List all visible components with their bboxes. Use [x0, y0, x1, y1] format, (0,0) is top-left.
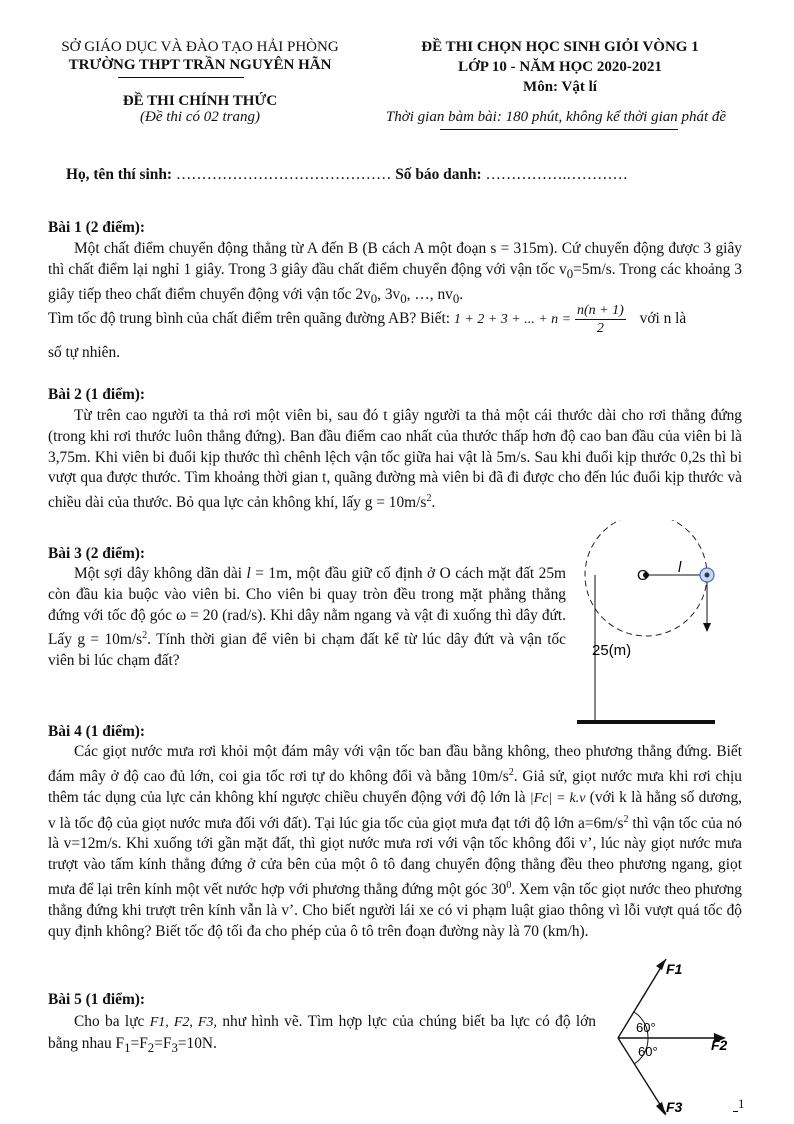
problem-4-title: Bài 4 (1 điểm):: [48, 723, 146, 740]
school-name: TRƯỜNG THPT TRẦN NGUYÊN HÃN: [68, 57, 332, 73]
sum-formula-lhs: 1 + 2 + 3 + ... + n =: [453, 312, 572, 328]
candidate-number-field: …………….…………: [485, 166, 628, 183]
problem-2-title: Bài 2 (1 điểm):: [48, 386, 146, 403]
problem-3-body-b: = 1m, một đầu giữ cố định ở O cách mặt đất 25m còn đầu kia buộc vào viên bi. Cho viên bi quay tròn đều trong mặt phẳng thẳng đứng với tốc độ góc ω = 20 (rad/s). Khi dây nằm ngang và vật đi xuống thì dây đứt. Lấy g = 10m/s: [48, 565, 566, 649]
ball-center: [705, 573, 710, 578]
problem-4-body-e: . Xem vận tốc giọt nước theo phương thẳng đứng khi trượt trên kính vẫn là v’. Cho biết người lái xe có vi phạm luật giao thông vì lỗi vượt quá tốc độ quy định không? Biết tốc độ tối đa cho phép của ô tô trên đoạn đường này là 70 (km/h).: [48, 881, 743, 940]
problem-4-body-a: Các giọt nước mưa rơi khỏi một đám mây với vận tốc ban đầu bằng không, theo phương thẳng đứng. Biết đám mây ở độ cao đủ lớn, coi gia tốc rơi tự do không đổi và bằng 10m/s: [48, 743, 742, 785]
problem-5-title: Bài 5 (1 điểm):: [48, 991, 146, 1008]
problem-3-body-c: . Tính thời gian để viên bi chạm đất kể từ lúc dây đứt và vận tốc viên bi lúc chạm đất?: [48, 631, 566, 670]
force-1-label: F1: [666, 961, 683, 977]
problem-2-body: Từ trên cao người ta thả rơi một viên bi, sau đó t giây người ta thả một cái thước dài cho rơi thẳng đứng (trong khi rơi thước luôn thẳng đứng). Ban đầu điểm cao nhất của thước thấp hơn độ cao ban đầu của viên bi là 3,75m. Khi viên bi đuổi kịp thước thì chênh lệch vận tốc giữa hai vật là 5m/s. Sau khi đuổi kịp thước 0,2s thì bi vượt qua được thước. Tìm khoảng thời gian t, quãng đường mà viên bi đã đi được cho đến lúc đuổi kịp thước và chiều dài của thước. Bỏ qua lực cản không khí, lấy g = 10m/s: [48, 407, 742, 512]
subscript: 0: [452, 291, 460, 306]
superscript: 2: [142, 630, 148, 642]
sum-formula-fraction: [575, 302, 626, 337]
page-number: [733, 1096, 745, 1112]
equals: =F: [154, 1034, 172, 1052]
problem-2-text: [48, 406, 742, 514]
angle-label-1: 60°: [636, 1020, 656, 1035]
problem-5-body-a: Cho ba lực: [74, 1013, 150, 1030]
problem-1-sentence: Một chất điểm chuyển động thẳng từ A đến B (B cách A một đoạn s = 315m). Cứ chuyển động được 3 giây thì chất điểm lại nghỉ 1 giây. Trong 3 giây đầu chất điểm chuyển động với vận tốc v: [48, 240, 742, 278]
problem-5-body-b: như hình vẽ. Tìm hợp lực của chúng biết ba lực có độ lớn bằng nhau F: [48, 1013, 596, 1052]
problem-1-question: [48, 302, 742, 337]
problem-3-body-a: Một sợi dây không dãn dài: [74, 565, 247, 582]
subscript: 2: [147, 1040, 155, 1055]
force-3-label: F3: [666, 1099, 683, 1115]
pendulum-figure: [575, 520, 755, 730]
angle-label-2: 60°: [638, 1044, 658, 1059]
separator: , 3v: [377, 285, 401, 303]
problem-3-text: [48, 564, 566, 672]
subject: Môn: Vật lí: [523, 79, 597, 95]
length-variable: l: [246, 565, 251, 582]
student-name-label: Họ, tên thí sinh:: [66, 166, 173, 183]
problem-4-body-c: (với k là hằng số dương, v là tốc độ của giọt nước mưa đối với đất). Tại lúc gia tốc của giọt mưa đạt tới độ lớn a=6m/s: [48, 788, 742, 832]
candidate-number-label: Số báo danh:: [395, 166, 482, 183]
arrow-head: [703, 623, 711, 632]
subscript: 0: [370, 291, 378, 306]
problem-4-text: [48, 742, 742, 943]
subscript: 1: [124, 1040, 131, 1055]
fraction-numerator: n(n + 1): [577, 303, 624, 318]
ground: [577, 720, 715, 724]
problem-1-text: [48, 239, 742, 310]
grade-year: LỚP 10 - NĂM HỌC 2020-2021: [458, 59, 662, 75]
problem-3-title: Bài 3 (2 điểm):: [48, 545, 146, 562]
department-name: SỞ GIÁO DỤC VÀ ĐÀO TẠO HẢI PHÒNG: [61, 39, 339, 55]
force-2-label: F2: [711, 1037, 728, 1053]
height-label: 25(m): [592, 642, 632, 659]
exam-title: ĐỀ THI CHỌN HỌC SINH GIỎI VÒNG 1: [421, 39, 699, 55]
pivot-label: O: [637, 567, 649, 584]
subscript: 0: [400, 291, 407, 306]
superscript: 2: [623, 813, 629, 825]
page-number-value: 1: [738, 1096, 745, 1111]
page-count-note: (Đề thi có 02 trang): [140, 109, 260, 125]
drag-force-formula: |Fc| = k.v: [529, 790, 586, 806]
subscript: 0: [566, 266, 574, 281]
superscript: 2: [508, 766, 514, 778]
force-1-head: [656, 959, 666, 970]
force-3-head: [656, 1102, 666, 1116]
subscript: 3: [171, 1040, 178, 1055]
problem-1-question-text: Tìm tốc độ trung bình của chất điểm trên quãng đường AB? Biết:: [48, 310, 451, 328]
header-right-rule: [440, 129, 678, 130]
force-vectors: F1, F2, F3,: [149, 1015, 217, 1030]
problem-1-question-tail: với n là: [639, 310, 687, 328]
problem-4-body-d: thì vận tốc của nó là v=12m/s. Khi xuống tới gần mặt đất, thì giọt nước mưa rơi với vận tốc không đổi v’, lúc này giọt nước mưa trượt vào tấm kính thẳng đứng ở cửa bên của một ô tô đang chuyển động thẳng đều theo phương ngang, giọt mưa để lại trên kính một vết nước hợp với phương thẳng đứng một góc 30: [48, 814, 743, 899]
length-label: l: [678, 559, 682, 576]
student-info-line: [66, 166, 628, 184]
period: .: [431, 494, 436, 512]
problem-5-text: [48, 1012, 596, 1059]
separator: , …, nv: [406, 285, 453, 303]
official-exam-label: ĐỀ THI CHÍNH THỨC: [122, 93, 278, 109]
superscript: 0: [506, 880, 512, 892]
header-left-rule: [118, 77, 244, 78]
end: =10N.: [177, 1034, 217, 1052]
problem-1-title: Bài 1 (2 điểm):: [48, 219, 146, 236]
exam-time: Thời gian bàm bài: 180 phút, không kể thời gian phát đề: [385, 109, 727, 125]
problem-1-question-end: số tự nhiên.: [48, 344, 121, 361]
equals: =F: [130, 1034, 148, 1052]
student-name-field: ……………………………………: [175, 166, 392, 183]
problem-4-body-b: . Giả sử, giọt nước mưa khi rơi chịu thêm tác dụng của lực cản không khí ngược chiều chuyển động với độ lớn là: [48, 767, 743, 806]
header-left: [40, 38, 360, 74]
superscript: 2: [426, 493, 432, 505]
problem-1-sentence-b: =5m/s. Trong các khoảng 3 giây tiếp theo chất điểm chuyển động với vận tốc 2v: [48, 260, 743, 303]
period: .: [459, 285, 464, 303]
fraction-denominator: 2: [596, 321, 604, 336]
